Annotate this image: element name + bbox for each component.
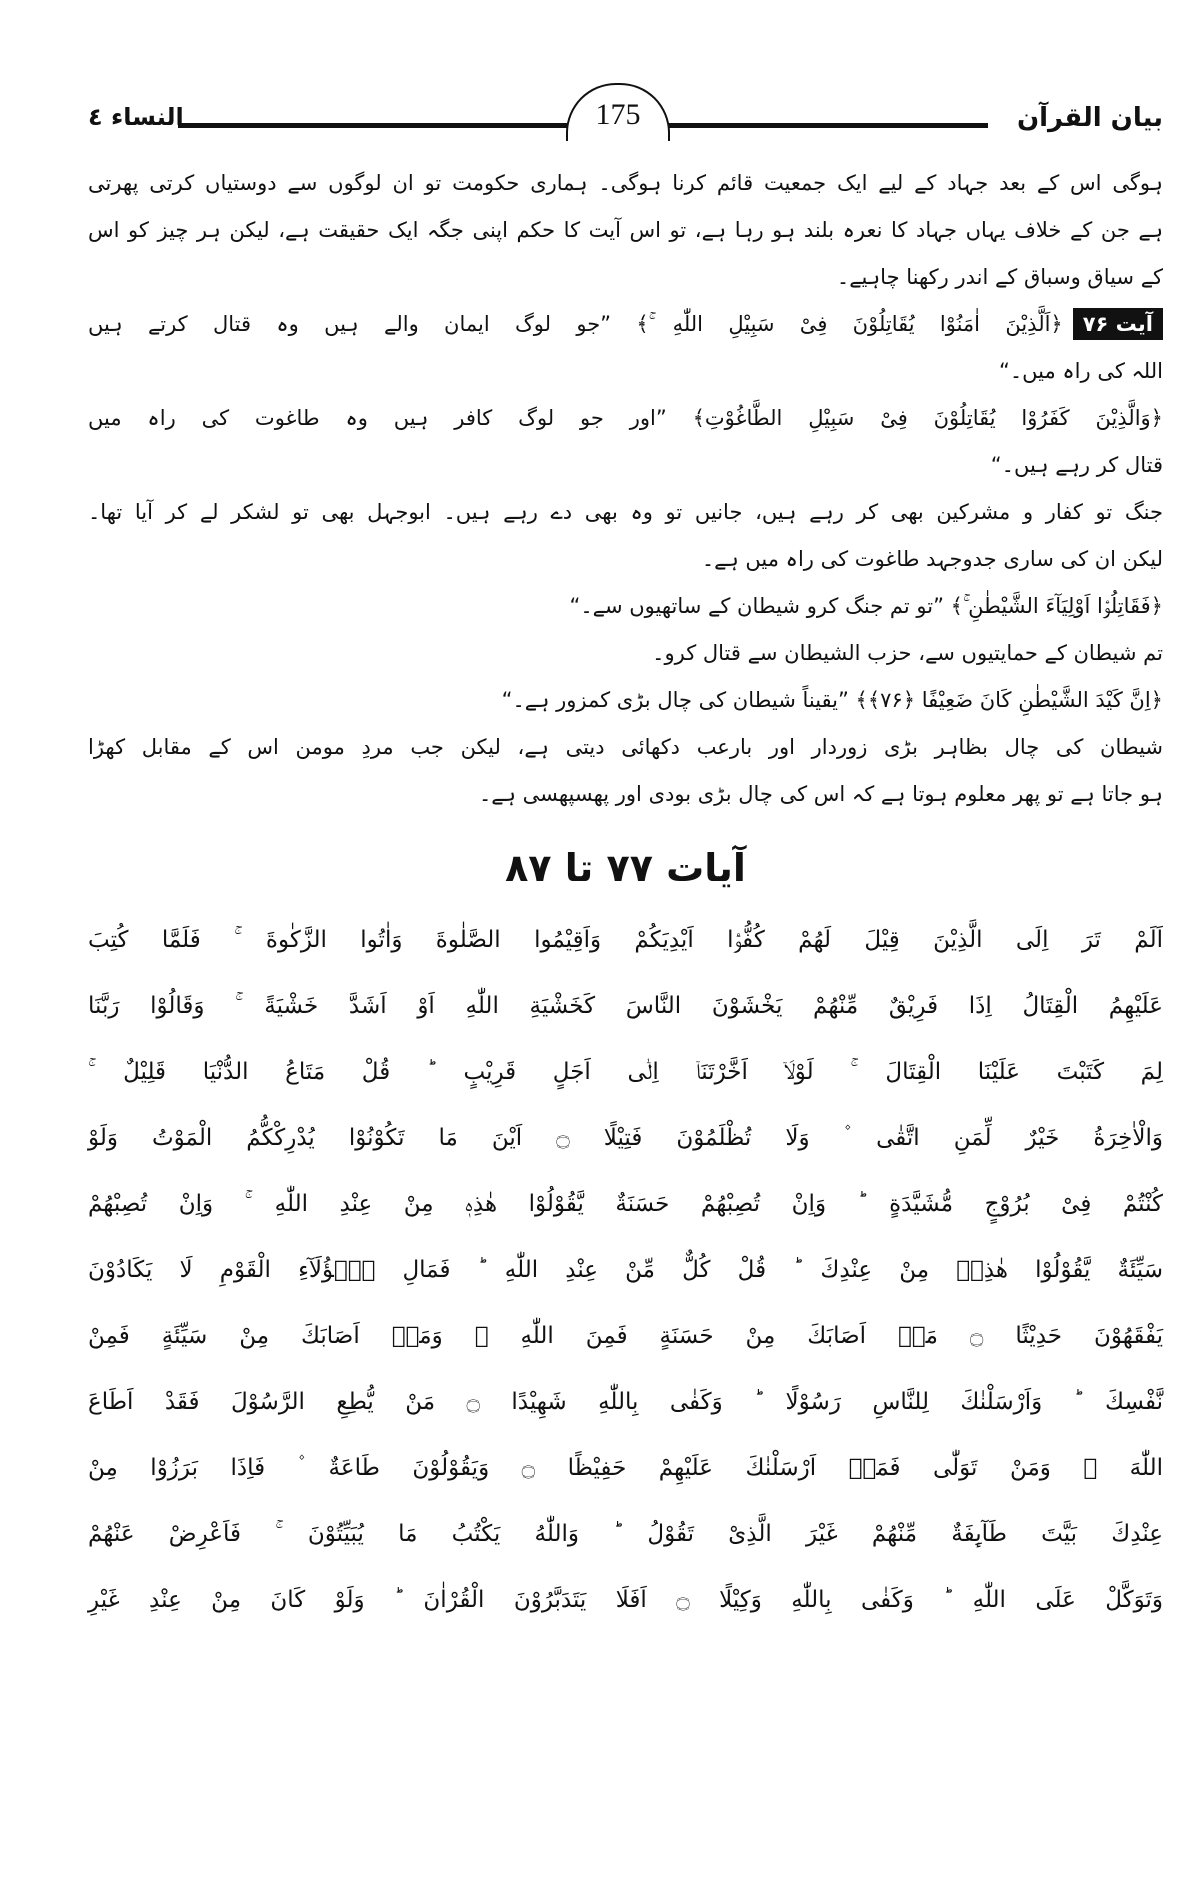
quran-block: [88, 920, 1163, 1620]
quran-line: وَتَوَكَّلْ عَلَى اللّٰهِ ؕ وَكَفٰى بِاللّٰهِ وَكِیْلًا ۝ اَفَلَا یَتَدَبَّرُوْنَ الْقُرْاٰنَ ؕ وَلَوْ كَانَ مِنْ عِنْدِ غَیْرِ: [88, 1587, 1164, 1613]
page-header: [88, 95, 1163, 145]
commentary-line: جنگ تو کفار و مشرکین بھی کر رہے ہیں، جانیں تو وہ بھی دے رہے ہیں۔ ابوجہل بھی تو لشکر لے کر آیا تھا۔: [88, 500, 1163, 524]
quran-line: عِنْدِكَ بَیَّتَ طَآىِٕفَةٌ مِّنْهُمْ غَیْرَ الَّذِیْ تَقُوْلُ ؕ وَاللّٰهُ یَكْتُبُ مَا یُبَیِّتُوْنَ ۚ فَاَعْرِضْ عَنْهُمْ: [88, 1521, 1163, 1547]
quran-line: عَلَیْهِمُ الْقِتَالُ اِذَا فَرِیْقٌ مِّنْهُمْ یَخْشَوْنَ النَّاسَ كَخَشْیَةِ اللّٰهِ اَوْ اَشَدَّ خَشْیَةً ۚ وَقَالُوْا رَبَّنَا: [88, 993, 1163, 1019]
book-title: بیان القرآن: [1016, 103, 1163, 133]
quran-line: یَفْقَهُوْنَ حَدِیْثًا ۝ مَاۤ اَصَابَكَ مِنْ حَسَنَةٍ فَمِنَ اللّٰهِ ؗ وَمَاۤ اَصَابَكَ مِنْ سَیِّئَةٍ فَمِنْ: [88, 1323, 1163, 1349]
commentary-line: شیطان کی چال بظاہر بڑی زوردار اور بارعب دکھائی دیتی ہے، لیکن جب مردِ مومن اس کے مقابل کھڑا: [88, 735, 1163, 759]
quran-line: اللّٰهَ ۚ وَمَنْ تَوَلّٰى فَمَاۤ اَرْسَلْنٰكَ عَلَیْهِمْ حَفِیْظًا ۝ وَیَقُوْلُوْنَ طَاعَةٌ ۫ فَاِذَا بَرَزُوْا مِنْ: [88, 1455, 1163, 1481]
ayah-text: ﴿اَلَّذِیْنَ اٰمَنُوْا یُقَاتِلُوْنَ فِیْ سَبِیْلِ اللّٰهِ ۚ﴾ ”جو لوگ ایمان والے ہیں وہ قتال کرتے ہیں: [88, 312, 1063, 336]
quran-line: وَالْاٰخِرَةُ خَیْرٌ لِّمَنِ اتَّقٰى ۫ وَلَا تُظْلَمُوْنَ فَتِیْلًا ۝ اَیْنَ مَا تَكُوْنُوْا یُدْرِكْكُّمُ الْمَوْتُ وَلَوْ: [88, 1125, 1163, 1151]
commentary-line: ہو جاتا ہے تو پھر معلوم ہوتا ہے کہ اس کی چال بڑی بودی اور پھسپھسی ہے۔: [479, 782, 1163, 806]
quran-line: كُنْتُمْ فِیْ بُرُوْجٍ مُّشَیَّدَةٍ ؕ وَاِنْ تُصِبْهُمْ حَسَنَةٌ یَّقُوْلُوْا هٰذِهٖ مِنْ عِنْدِ اللّٰهِ ۚ وَاِنْ تُصِبْهُمْ: [88, 1191, 1163, 1217]
page-number: 175: [566, 83, 670, 141]
commentary-line: تم شیطان کے حمایتیوں سے، حزب الشیطان سے قتال کرو۔: [652, 641, 1163, 665]
ayah-76-line: [88, 308, 1163, 340]
commentary-block: [88, 167, 1163, 810]
commentary-line: ﴿فَقَاتِلُوْۤا اَوْلِیَآءَ الشَّیْطٰنِ ۚ﴾ ”تو تم جنگ کرو شیطان کے ساتھیوں سے۔“: [569, 594, 1163, 618]
surah-name: النساء ٤: [88, 103, 184, 131]
quran-line: نَّفْسِكَ ؕ وَاَرْسَلْنٰكَ لِلنَّاسِ رَسُوْلًا ؕ وَكَفٰى بِاللّٰهِ شَهِیْدًا ۝ مَنْ یُّطِعِ الرَّسُوْلَ فَقَدْ اَطَاعَ: [88, 1389, 1163, 1415]
quran-line: لِمَ كَتَبْتَ عَلَیْنَا الْقِتَالَ ۚ لَوْلَاۤ اَخَّرْتَنَاۤ اِلٰۤى اَجَلٍ قَرِیْبٍ ؕ قُلْ مَتَاعُ الدُّنْیَا قَلِیْلٌ ۚ: [88, 1059, 1163, 1085]
commentary-line: ہے جن کے خلاف یہاں جہاد کا نعرہ بلند ہو رہا ہے، تو اس آیت کا حکم اپنی جگہ ایک حقیقت ہے، لیکن ہر چیز کو اس: [88, 218, 1163, 242]
commentary-line: ہوگی اس کے بعد جہاد کے لیے ایک جمعیت قائم کرنا ہوگی۔ ہماری حکومت تو ان لوگوں سے دوستیاں کرتی پھرتی: [88, 171, 1163, 195]
page: [88, 0, 1163, 1620]
quran-line: اَلَمْ تَرَ اِلَى الَّذِیْنَ قِیْلَ لَهُمْ كُفُّوْۤا اَیْدِیَكُمْ وَاَقِیْمُوا الصَّلٰوةَ وَاٰتُوا الزَّكٰوةَ ۚ فَلَمَّا كُتِبَ: [88, 927, 1163, 953]
commentary-line: ﴿وَالَّذِیْنَ كَفَرُوْا یُقَاتِلُوْنَ فِیْ سَبِیْلِ الطَّاغُوْتِ﴾ ”اور جو لوگ کافر ہیں وہ طاغوت کی راہ میں: [88, 406, 1163, 430]
commentary-line: اللہ کی راہ میں۔“: [998, 359, 1163, 383]
commentary-line: ﴿اِنَّ كَیْدَ الشَّیْطٰنِ كَانَ ضَعِیْفًا ﴿۷۶﴾﴾ ”یقیناً شیطان کی چال بڑی کمزور ہے۔“: [501, 688, 1163, 712]
commentary-line: کے سیاق وسباق کے اندر رکھنا چاہیے۔: [836, 265, 1163, 289]
commentary-line: قتال کر رہے ہیں۔“: [990, 453, 1163, 477]
section-heading: آیات ۷۷ تا ۸۷: [505, 846, 746, 890]
ayah-label: آیت ۷۶: [1073, 308, 1163, 340]
quran-line: سَیِّئَةٌ یَّقُوْلُوْا هٰذِهٖ مِنْ عِنْدِكَ ؕ قُلْ كُلٌّ مِّنْ عِنْدِ اللّٰهِ ؕ فَمَالِ هٰۤؤُلَآءِ الْقَوْمِ لَا یَكَادُوْنَ: [88, 1257, 1163, 1283]
commentary-line: لیکن ان کی ساری جدوجہد طاغوت کی راہ میں ہے۔: [701, 547, 1163, 571]
